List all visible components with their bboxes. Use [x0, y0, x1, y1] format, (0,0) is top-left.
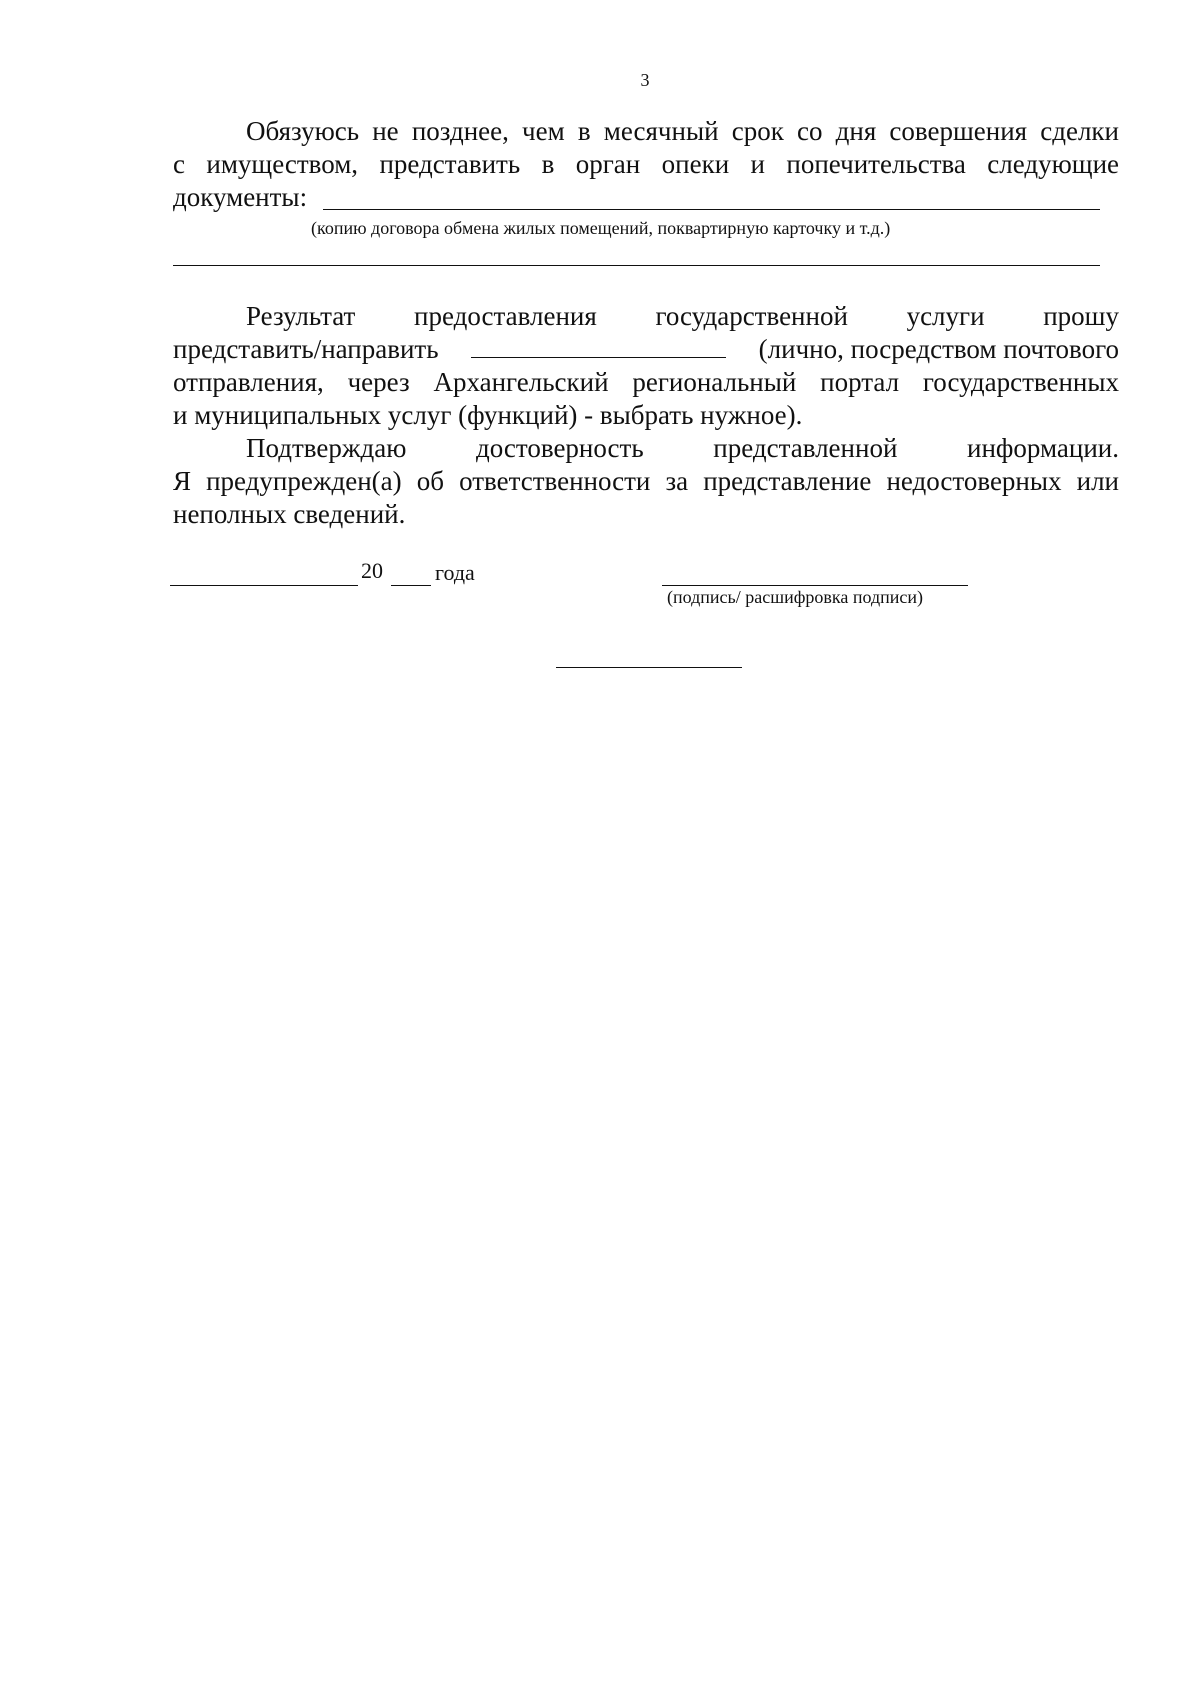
result-line-7: неполных сведений. [173, 499, 406, 529]
closing-divider [556, 667, 742, 668]
obligation-line-3-label: документы: [173, 182, 308, 212]
result-line-4: и муниципальных услуг (функций) - выбрать нужное). [173, 400, 803, 430]
confirm-word-4: информации. [967, 433, 1119, 463]
result-line-2-suffix: (лично, посредством почтового [758, 334, 1119, 364]
documents-fill-line-2[interactable] [173, 265, 1100, 266]
delivery-method-field[interactable] [471, 333, 726, 358]
year-field[interactable] [391, 585, 431, 586]
result-word-4: услуги [906, 301, 985, 331]
obligation-line-1: Обязуюсь не позднее, чем в месячный срок со дня совершения сделки [246, 116, 1119, 146]
year-prefix: 20 [361, 558, 383, 583]
signature-field[interactable] [662, 585, 968, 586]
signature-caption: (подпись/ расшифровка подписи) [667, 587, 923, 607]
result-line-2 [173, 333, 1119, 366]
confirm-word-3: представленной [713, 433, 898, 463]
result-line-6: Я предупрежден(а) об ответственности за представление недостоверных или [173, 466, 1119, 496]
confirm-line [173, 432, 1119, 465]
obligation-paragraph [173, 115, 1119, 214]
page-number: 3 [640, 70, 650, 90]
result-word-3: государственной [655, 301, 848, 331]
confirm-word-2: достоверность [476, 433, 644, 463]
result-word-2: предоставления [414, 301, 597, 331]
result-line-1 [173, 300, 1119, 333]
date-day-month-field[interactable] [170, 585, 358, 586]
documents-caption: (копию договора обмена жилых помещений, поквартирную карточку и т.д.) [311, 218, 891, 238]
result-word-1: Результат [246, 301, 356, 331]
year-suffix: года [435, 560, 475, 585]
confirm-word-1: Подтверждаю [246, 433, 407, 463]
result-word-5: прошу [1043, 301, 1119, 331]
obligation-line-2: с имуществом, представить в орган опеки и попечительства следующие [173, 149, 1119, 179]
result-line-2-prefix: представить/направить [173, 334, 439, 364]
result-line-3: отправления, через Архангельский региональный портал государственных [173, 367, 1119, 397]
documents-fill-line[interactable] [323, 209, 1100, 210]
result-paragraph [173, 300, 1119, 531]
